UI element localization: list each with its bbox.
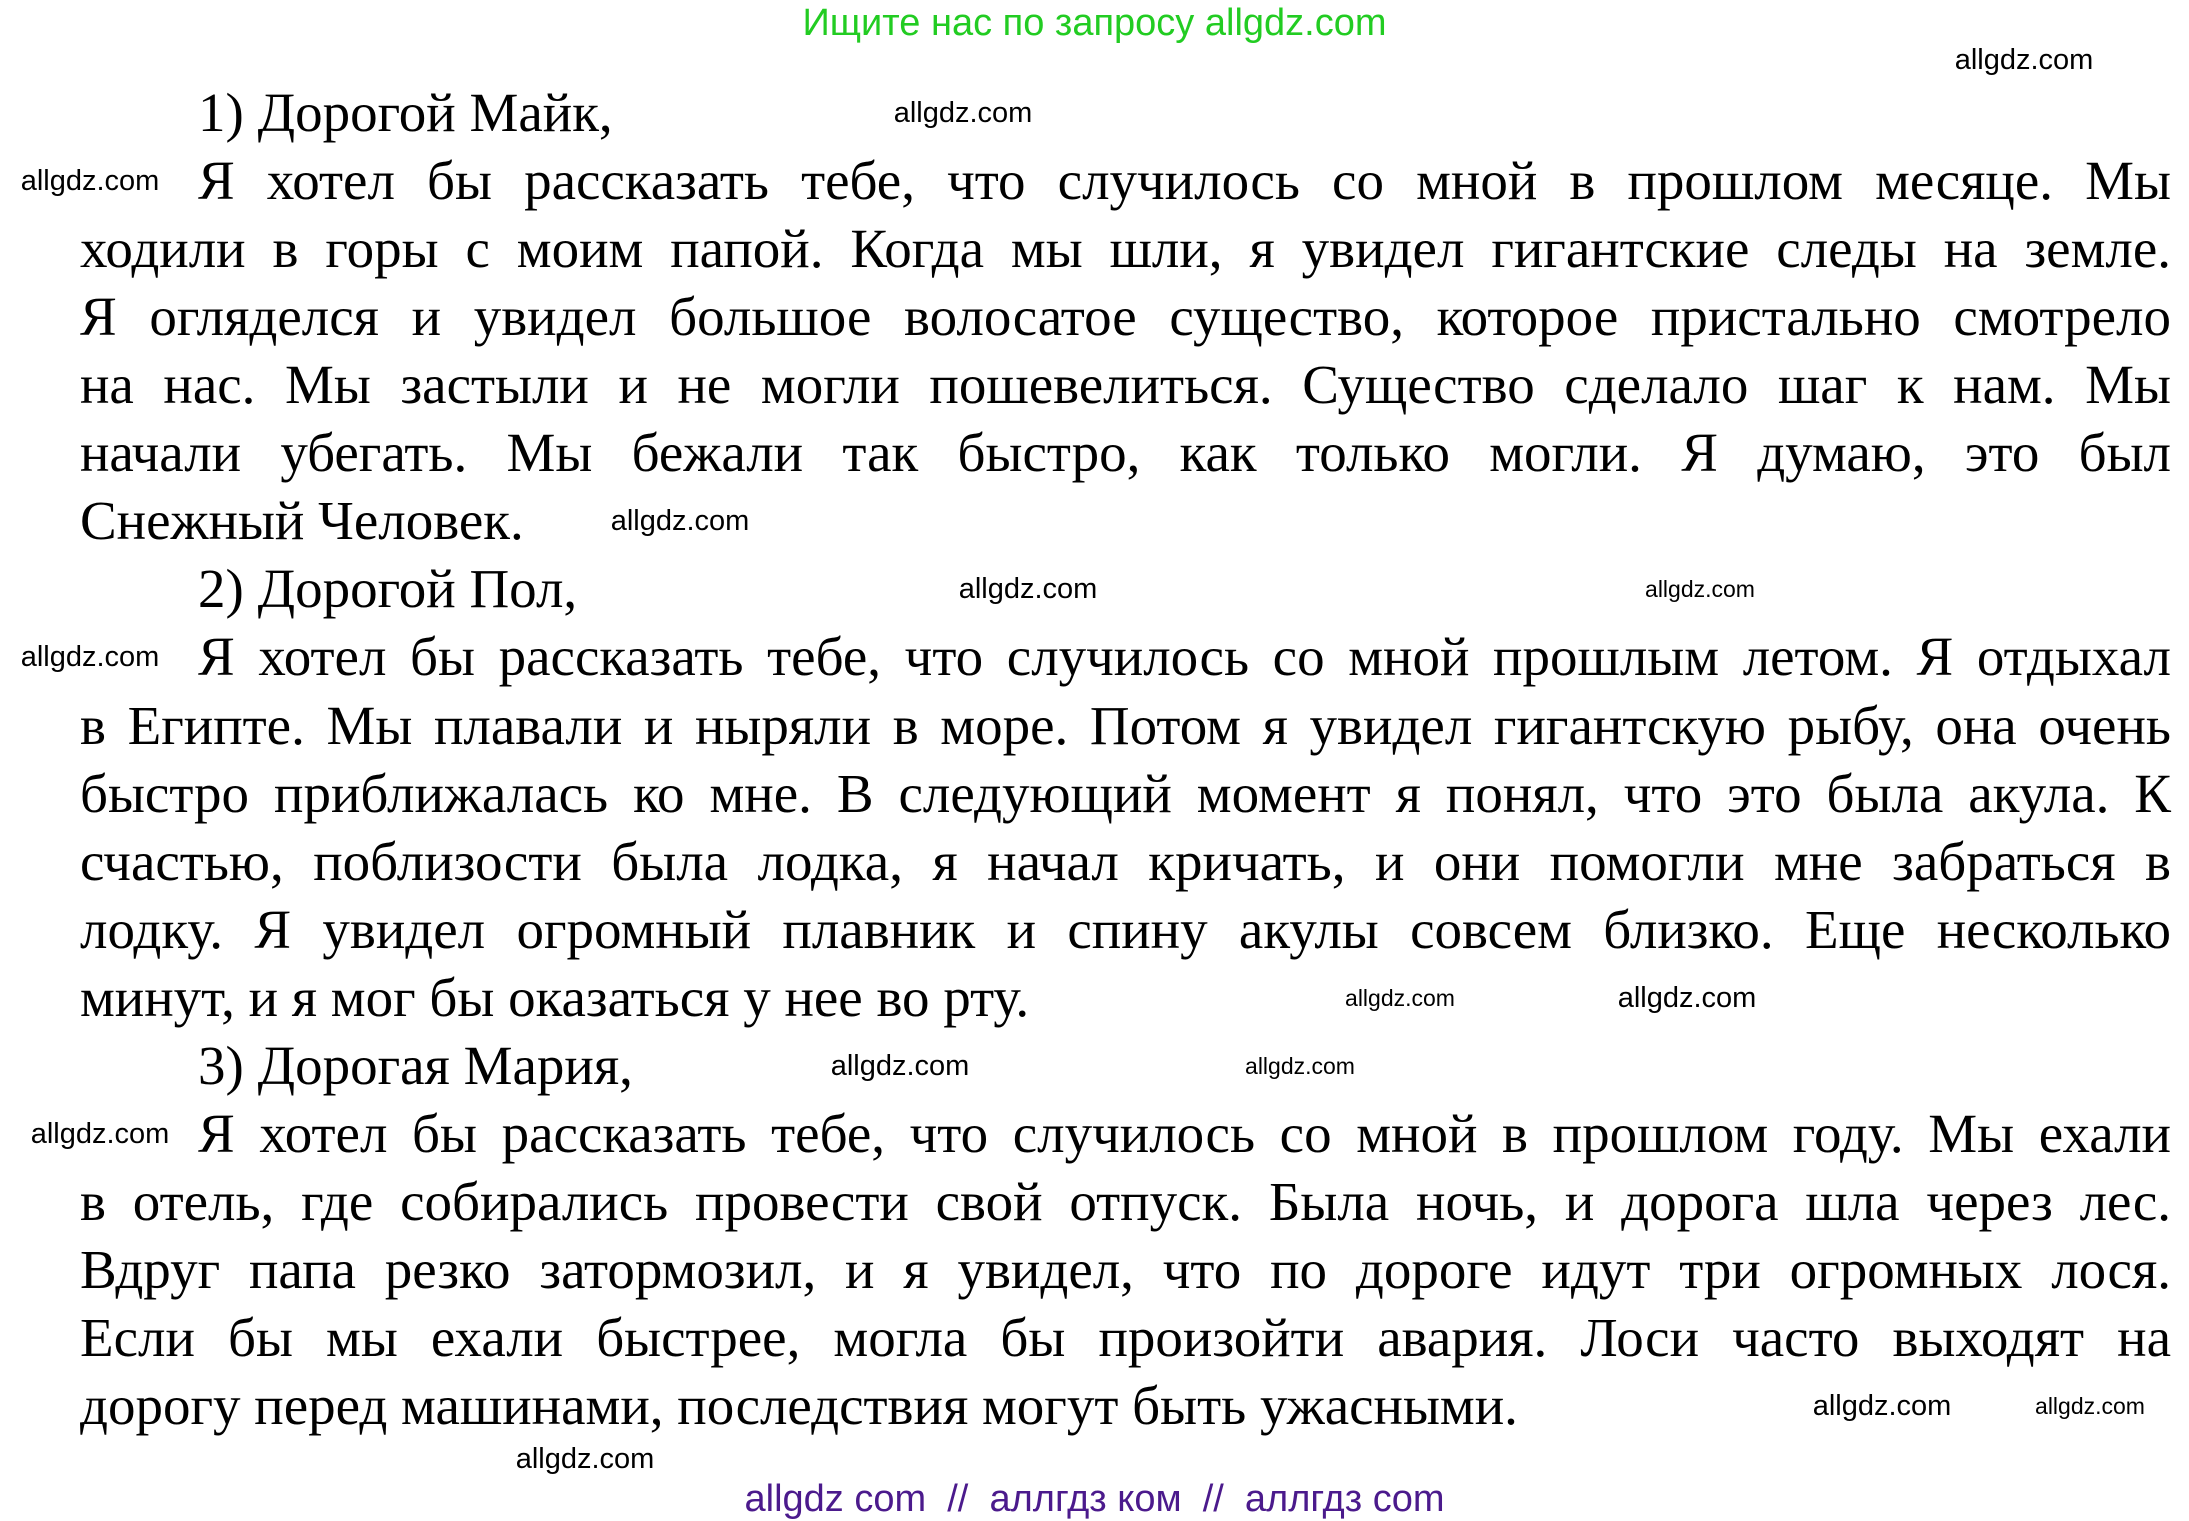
watermark: allgdz.com (610, 505, 750, 537)
watermark: allgdz.com (1812, 1390, 1952, 1422)
watermark: allgdz.com (20, 165, 160, 197)
watermark: allgdz.com (830, 1050, 970, 1082)
watermark: allgdz.com (1345, 985, 1455, 1011)
letter-2-line: быстро приближалась ко мне. В следующий момент я понял, что это была акула. К (80, 763, 2171, 824)
letter-2-line: Я хотел бы рассказать тебе, что случилось со мной прошлым летом. Я отдыхал (198, 626, 2171, 687)
watermark: allgdz.com (893, 97, 1033, 129)
watermark: allgdz.com (1617, 982, 1757, 1014)
letter-2-line: в Египте. Мы плавали и ныряли в море. Потом я увидел гигантскую рыбу, она очень (80, 695, 2171, 756)
letter-1-line: Я хотел бы рассказать тебе, что случилось со мной в прошлом месяце. Мы (198, 150, 2171, 211)
watermark: allgdz.com (1245, 1053, 1355, 1079)
letter-1-line: начали убегать. Мы бежали так быстро, как только могли. Я думаю, это был (80, 422, 2171, 483)
watermark: allgdz.com (515, 1443, 655, 1475)
watermark: allgdz.com (30, 1118, 170, 1150)
watermark: allgdz.com (958, 573, 1098, 605)
letter-2-line: минут, и я мог бы оказаться у нее во рту. (80, 967, 1030, 1028)
letter-1-line: Я огляделся и увидел большое волосатое существо, которое пристально смотрело (80, 286, 2171, 347)
letter-2-line: счастью, поблизости была лодка, я начал кричать, и они помогли мне забраться в (80, 831, 2171, 892)
letter-2-greeting: 2) Дорогой Пол, (198, 558, 578, 619)
watermark: allgdz.com (2035, 1393, 2145, 1419)
letter-2-line: лодку. Я увидел огромный плавник и спину акулы совсем близко. Еще несколько (80, 899, 2171, 960)
letter-3-greeting: 3) Дорогая Мария, (198, 1035, 633, 1096)
header-banner: Ищите нас по запросу allgdz.com (802, 2, 1387, 44)
letter-3-line: Вдруг папа резко затормозил, и я увидел, что по дороге идут три огромных лося. (80, 1239, 2171, 1300)
footer-banner: allgdz com // аллгдз ком // аллгдз com (744, 1478, 1445, 1520)
letter-1-line: ходили в горы с моим папой. Когда мы шли, я увидел гигантские следы на земле. (80, 218, 2171, 279)
letter-3-line: дорогу перед машинами, последствия могут быть ужасными. (80, 1375, 1518, 1436)
letter-1-line: Снежный Человек. (80, 490, 524, 551)
letter-1-line: на нас. Мы застыли и не могли пошевелиться. Существо сделало шаг к нам. Мы (80, 354, 2171, 415)
letter-3-line: Если бы мы ехали быстрее, могла бы произойти авария. Лоси часто выходят на (80, 1307, 2171, 1368)
watermark: allgdz.com (20, 641, 160, 673)
letter-3-line: Я хотел бы рассказать тебе, что случилось со мной в прошлом году. Мы ехали (198, 1103, 2171, 1164)
letter-1-greeting: 1) Дорогой Майк, (198, 82, 613, 143)
watermark: allgdz.com (1954, 44, 2094, 76)
watermark: allgdz.com (1645, 576, 1755, 602)
letter-3-line: в отель, где собирались провести свой отпуск. Была ночь, и дорога шла через лес. (80, 1171, 2171, 1232)
